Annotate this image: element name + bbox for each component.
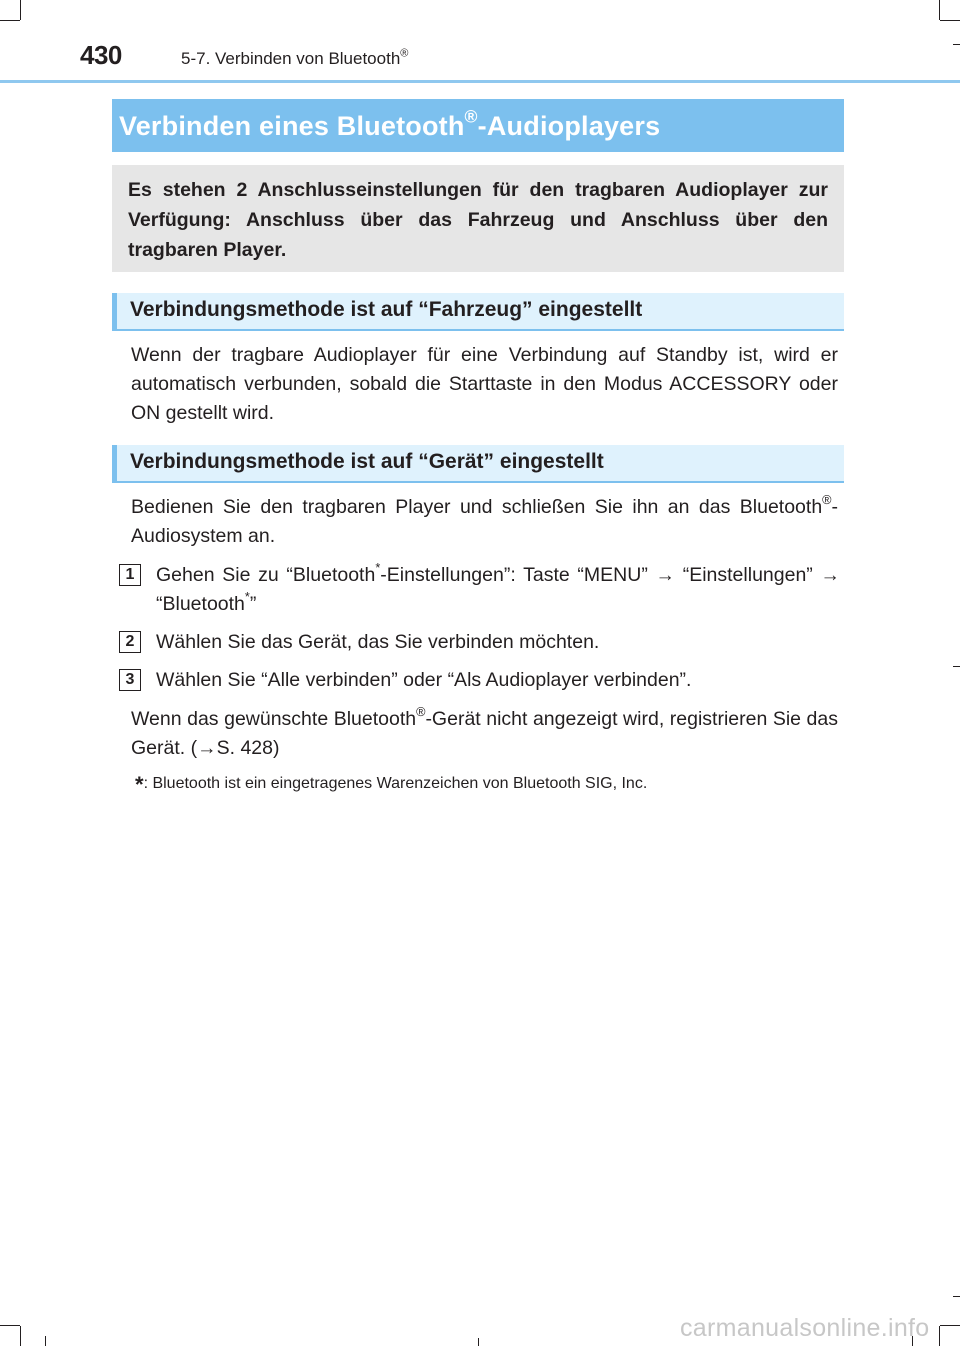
header-rule — [0, 80, 960, 83]
device-note: Wenn das gewünschte Bluetooth®-Gerät nicht angezeigt wird, registrieren Sie das Gerät. (→S. 428) — [131, 705, 838, 759]
watermark: carmanualsonline.info — [680, 1314, 930, 1342]
crop-mark — [953, 44, 960, 45]
vehicle-paragraph: Wenn der tragbare Audioplayer für eine Verbindung auf Standby ist, wird er automatisch verbunden, sobald die Starttaste in den Modus ACCESSORY oder ON gestellt wird. — [131, 344, 838, 424]
crop-mark — [939, 0, 940, 20]
subheading-device: Verbindungsmethode ist auf “Gerät” eingestellt — [112, 445, 844, 483]
step-number: 1 — [119, 564, 141, 586]
subheading-vehicle: Verbindungsmethode ist auf “Fahrzeug” eingestellt — [112, 293, 844, 331]
footnote: *: Bluetooth ist ein eingetragenes Warenzeichen von Bluetooth SIG, Inc. — [135, 772, 648, 797]
device-paragraph: Bedienen Sie den tragbaren Player und schließen Sie ihn an das Bluetooth®-Audiosystem an. — [131, 493, 838, 547]
crop-mark — [45, 1336, 46, 1346]
crop-mark — [940, 20, 960, 21]
section-title: Verbinden eines Bluetooth®-Audioplayers — [112, 99, 844, 152]
crop-mark — [953, 666, 960, 667]
chapter-title: 5-7. Verbinden von Bluetooth® — [181, 47, 409, 68]
crop-mark — [953, 1296, 960, 1297]
crop-mark — [20, 0, 21, 20]
crop-mark — [0, 20, 20, 21]
footnote-marker: * — [135, 772, 144, 797]
step-text: Gehen Sie zu “Bluetooth*-Einstellungen”: Taste “MENU” → “Einstellungen” → “Bluetooth*” — [156, 561, 840, 615]
step-text: Wählen Sie “Alle verbinden” oder “Als Audioplayer verbinden”. — [156, 669, 692, 691]
crop-mark — [940, 1325, 960, 1326]
crop-mark — [20, 1326, 21, 1346]
step-number: 3 — [119, 669, 141, 691]
step-text: Wählen Sie das Gerät, das Sie verbinden möchten. — [156, 631, 600, 653]
intro-box: Es stehen 2 Anschlusseinstellungen für den tragbaren Audioplayer zur Verfügung: Anschluss über das Fahrzeug und Anschluss über den tragbaren Player. — [112, 165, 844, 272]
page-number: 430 — [80, 40, 122, 70]
crop-mark — [939, 1326, 940, 1346]
crop-mark — [0, 1325, 20, 1326]
step-number: 2 — [119, 631, 141, 653]
crop-mark — [478, 1338, 479, 1346]
